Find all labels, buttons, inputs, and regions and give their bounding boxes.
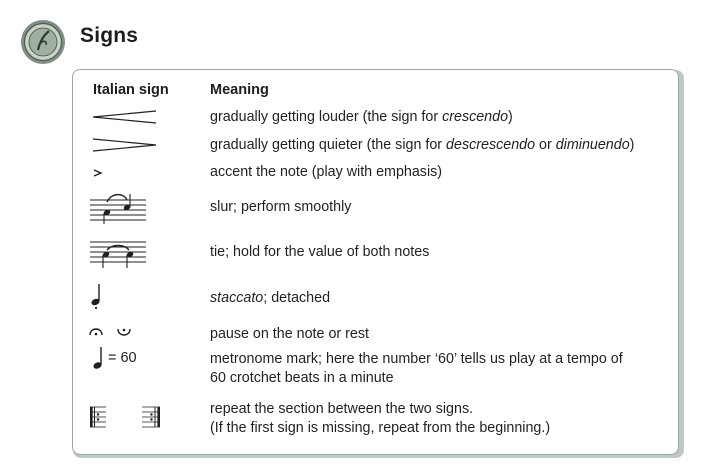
header-italian-sign: Italian sign <box>93 82 169 98</box>
meaning-tie: tie; hold for the value of both notes <box>210 244 430 260</box>
slur-icon <box>90 190 148 224</box>
diminuendo-icon <box>92 138 158 152</box>
meaning-metronome: metronome mark; here the number ‘60’ tells us play at a tempo of 60 crotchet beats in a minute <box>210 351 623 386</box>
section-badge-icon <box>20 19 66 65</box>
meaning-staccato: staccato; detached <box>210 290 331 306</box>
accent-icon <box>93 168 103 178</box>
metronome-value: = 60 <box>108 350 137 366</box>
meaning-diminuendo: gradually getting quieter (the sign for descrescendo or diminuendo) <box>210 137 635 153</box>
page-title: Signs <box>80 24 139 47</box>
pause-icon <box>89 324 135 340</box>
meaning-repeat: repeat the section between the two signs. (If the first sign is missing, repeat from the beginning.) <box>210 401 551 436</box>
header-meaning: Meaning <box>210 82 269 98</box>
meaning-slur: slur; perform smoothly <box>210 199 352 215</box>
staccato-icon <box>87 283 105 309</box>
repeat-icon <box>90 404 162 430</box>
crescendo-icon <box>92 110 158 124</box>
meaning-accent: accent the note (play with emphasis) <box>210 164 443 180</box>
metronome-icon <box>89 346 105 370</box>
meaning-pause: pause on the note or rest <box>210 326 369 342</box>
tie-icon <box>90 236 148 270</box>
meaning-crescendo: gradually getting louder (the sign for crescendo) <box>210 109 513 125</box>
